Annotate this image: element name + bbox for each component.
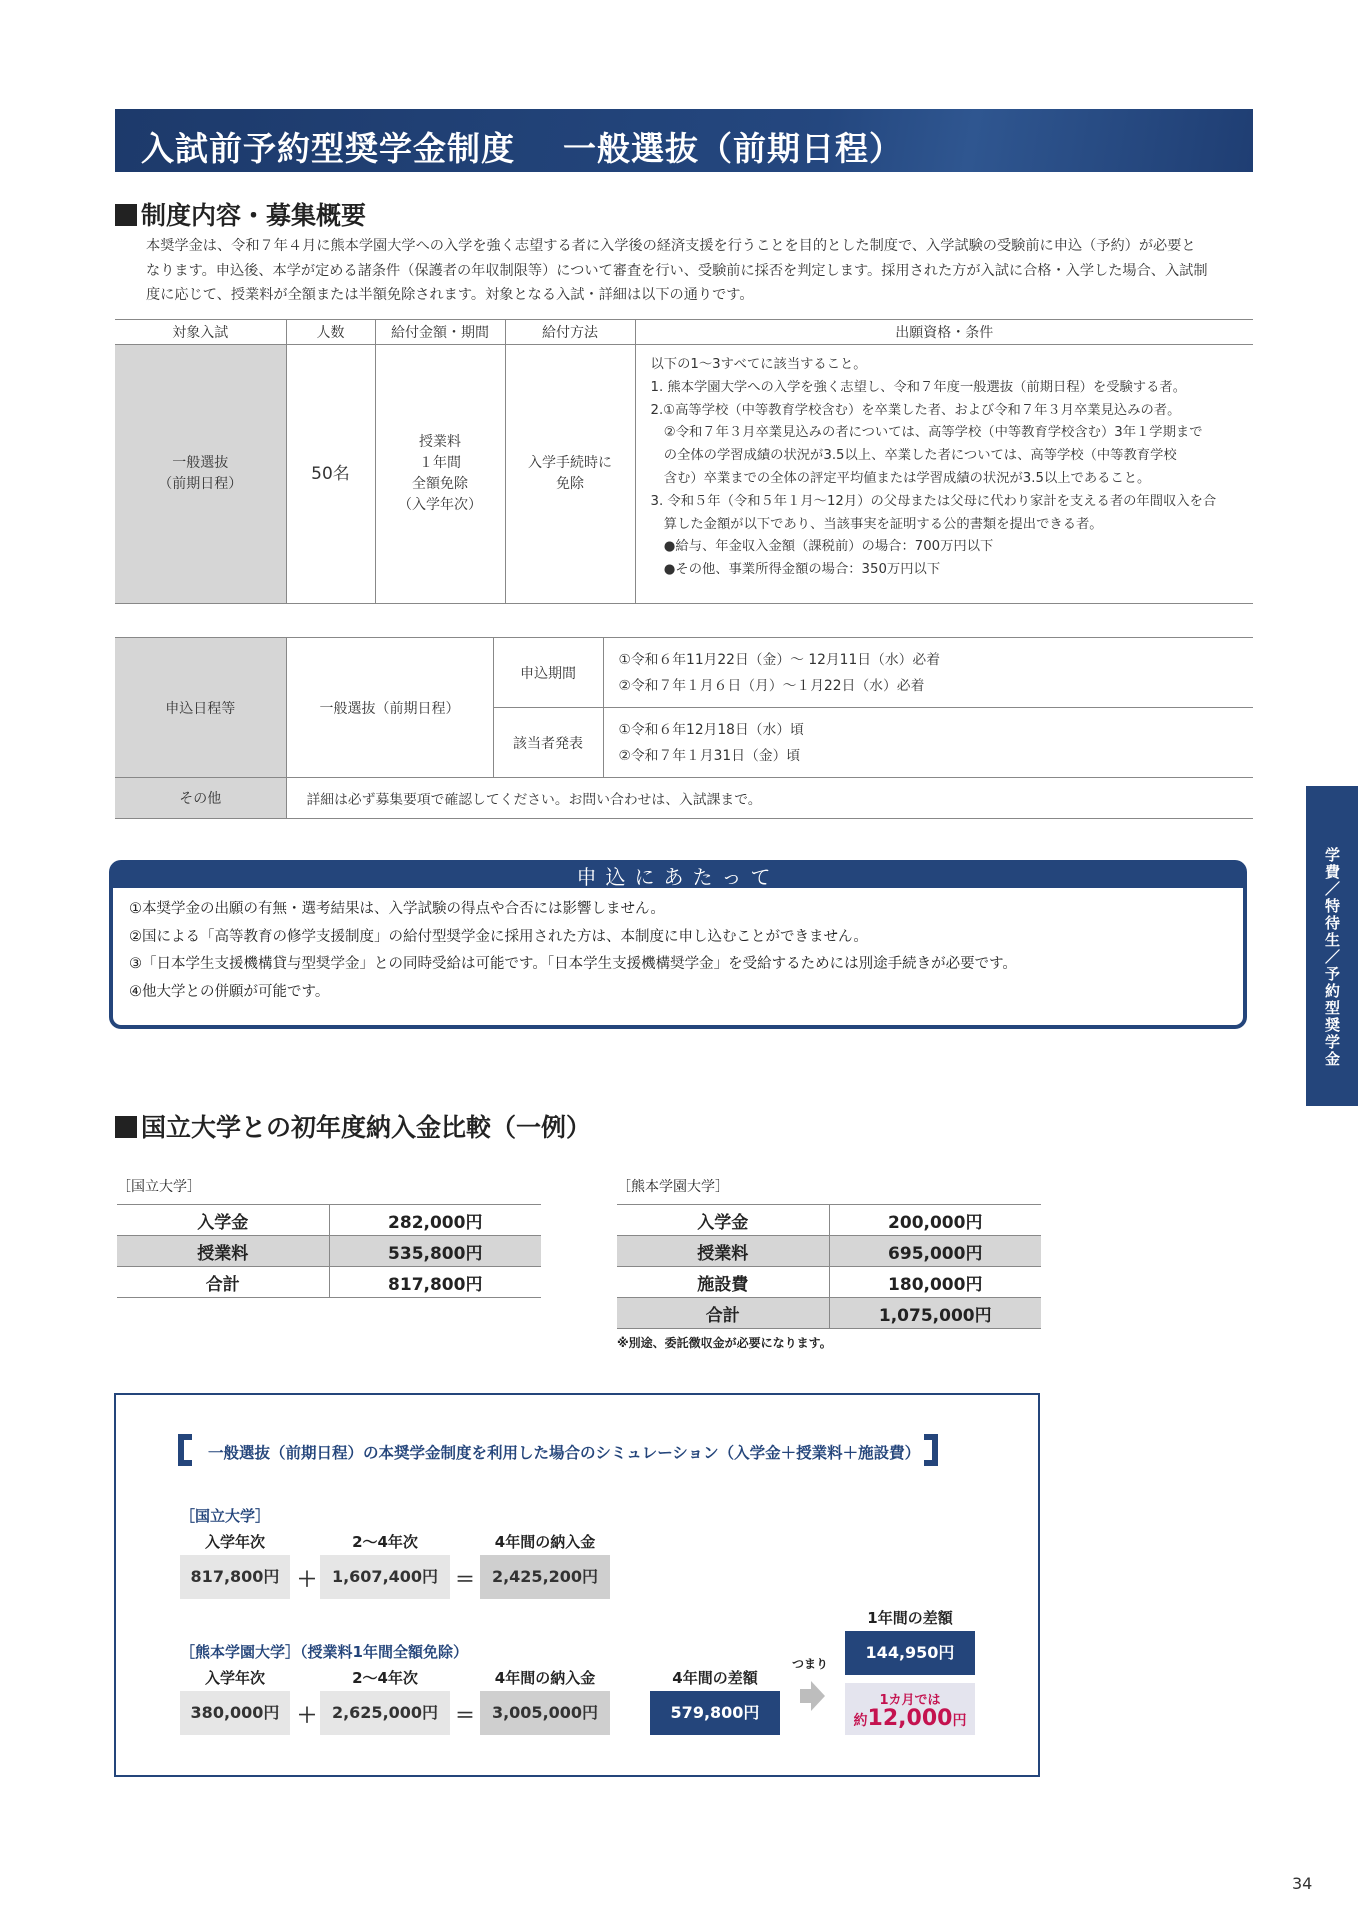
diff-1year-label: 1年間の差額 bbox=[867, 1609, 953, 1627]
section-heading-overview bbox=[115, 196, 366, 232]
fee-value: 535,800円 bbox=[329, 1236, 541, 1267]
fee-item: 施設費 bbox=[617, 1267, 829, 1298]
fee-item: 入学金 bbox=[117, 1205, 329, 1236]
cell-line: 免除 bbox=[556, 476, 584, 492]
cell-amount bbox=[375, 345, 505, 604]
condition-line: 1. 熊本学園大学への入学を強く志望し、令和７年度一般選抜（前期日程）を受験する者。 bbox=[650, 379, 1186, 395]
fees-footnote: ※別途、委託徴収金が必要になります。 bbox=[617, 1336, 832, 1350]
section-heading-text: 国立大学との初年度納入金比較（一例） bbox=[141, 1113, 592, 1142]
plus-sign: ＋ bbox=[297, 1703, 317, 1727]
kumamoto-rest-years-value: 2,625,000円 bbox=[320, 1691, 450, 1735]
table-row bbox=[617, 1298, 1041, 1329]
table-row bbox=[117, 1236, 541, 1267]
intro-line: 度に応じて、授業料が全額または半額免除されます。対象となる入試・詳細は以下の通りです。 bbox=[146, 287, 754, 303]
cell-line: 一般選抜 bbox=[172, 455, 229, 471]
kumamoto-first-year-value: 380,000円 bbox=[180, 1691, 290, 1735]
sim-national-label: ［国立大学］ bbox=[180, 1507, 271, 1525]
table-row bbox=[617, 1236, 1041, 1267]
monthly-difference-box bbox=[845, 1683, 975, 1735]
national-fees-table bbox=[117, 1204, 541, 1298]
square-bullet-icon bbox=[115, 204, 137, 226]
national-total-value: 2,425,200円 bbox=[480, 1555, 610, 1599]
square-bullet-icon bbox=[115, 1116, 137, 1138]
fee-item: 合計 bbox=[617, 1298, 829, 1329]
intro-line: 本奨学金は、令和７年４月に熊本学園大学への入学を強く志望する者に入学後の経済支援を行うことを目的とした制度で、入学試験の受験前に申込（予約）が必要と bbox=[146, 238, 1196, 254]
header-exam: 対象入試 bbox=[115, 320, 286, 345]
cell-line: 授業料 bbox=[419, 434, 461, 450]
monthly-unit: 円 bbox=[952, 1713, 967, 1729]
equals-sign: ＝ bbox=[455, 1703, 475, 1727]
cell-method bbox=[505, 345, 635, 604]
left-bracket-icon bbox=[178, 1434, 192, 1466]
condition-line: 以下の1～3すべてに該当すること。 bbox=[650, 357, 867, 372]
cell-line: ②令和７年１月６日（月）～１月22日（水）必着 bbox=[618, 677, 925, 694]
cell-line: 全額免除 bbox=[412, 476, 468, 492]
fee-value: 695,000円 bbox=[829, 1236, 1041, 1267]
banner-subtitle: 一般選抜（前期日程） bbox=[563, 129, 903, 168]
sim-kumamoto-label: ［熊本学園大学］（授業料1年間全額免除） bbox=[180, 1643, 468, 1661]
col-first-year: 入学年次 bbox=[204, 1669, 265, 1687]
kumamoto-total-value: 3,005,000円 bbox=[480, 1691, 610, 1735]
national-first-year-value: 817,800円 bbox=[180, 1555, 290, 1599]
cell-period bbox=[603, 638, 1253, 708]
condition-line: の全体の学習成績の状況が3.5以上、卒業した者については、高等学校（中等教育学校 bbox=[650, 448, 1177, 464]
schedule-table bbox=[115, 637, 1253, 819]
fee-value: 817,800円 bbox=[329, 1267, 541, 1298]
cell-schedule-exam: 一般選抜（前期日程） bbox=[286, 638, 493, 778]
section-heading-comparison bbox=[115, 1108, 591, 1144]
equals-sign: ＝ bbox=[455, 1567, 475, 1591]
table-row bbox=[115, 345, 1253, 604]
cell-exam bbox=[115, 345, 286, 604]
cell-line: １年間 bbox=[419, 455, 461, 471]
simulation-title bbox=[178, 1434, 938, 1470]
list-item: ④他大学との併願が可能です。 bbox=[129, 983, 330, 1000]
monthly-prefix: 約 bbox=[853, 1713, 868, 1729]
table-header-row bbox=[115, 320, 1253, 345]
condition-line: ●給与、年金収入金額（課税前）の場合：700万円以下 bbox=[650, 539, 994, 555]
plus-sign: ＋ bbox=[297, 1567, 317, 1591]
header-count: 人数 bbox=[286, 320, 375, 345]
simulation-title-text: 一般選抜（前期日程）の本奨学金制度を利用した場合のシミュレーション（入学金＋授業料＋施設費） bbox=[208, 1444, 921, 1462]
cell-line: （前期日程） bbox=[158, 476, 243, 492]
fee-value: 200,000円 bbox=[829, 1205, 1041, 1236]
header-amount: 給付金額・期間 bbox=[375, 320, 505, 345]
cell-announce bbox=[603, 708, 1253, 778]
table-row bbox=[117, 1267, 541, 1298]
diff-4year-label: 4年間の差額 bbox=[672, 1669, 758, 1687]
cell-line: ①令和６年12月18日（水）頃 bbox=[618, 721, 804, 738]
side-index-tab[interactable]: 学費／特待生／予約型奨学金 bbox=[1306, 786, 1358, 1106]
fee-value: 180,000円 bbox=[829, 1267, 1041, 1298]
condition-line: 3. 令和５年（令和５年１月～12月）の父母または父母に代わり家計を支える者の年間収入を合 bbox=[650, 493, 1217, 509]
notice-list bbox=[129, 896, 1017, 1006]
banner-title: 入試前予約型奨学金制度 bbox=[141, 129, 515, 168]
header-method: 給付方法 bbox=[505, 320, 635, 345]
page-number: 34 bbox=[1292, 1874, 1313, 1893]
table-row bbox=[617, 1205, 1041, 1236]
cell-conditions bbox=[635, 345, 1253, 604]
cell-other: 詳細は必ず募集要項で確認してください。お問い合わせは、入試課まで。 bbox=[286, 778, 1253, 819]
list-item: ①本奨学金の出願の有無・選考結果は、入学試験の得点や合否には影響しません。 bbox=[129, 901, 665, 917]
tsumari-label: つまり bbox=[792, 1657, 829, 1671]
monthly-value: 12,000 bbox=[867, 1706, 953, 1731]
header-conditions: 出願資格・条件 bbox=[635, 320, 1253, 345]
col-years-2-4: 2～4年次 bbox=[352, 1533, 418, 1551]
right-bracket-icon bbox=[924, 1434, 938, 1466]
cell-line: ①令和６年11月22日（金）～ 12月11日（水）必着 bbox=[618, 651, 941, 668]
cell-line: （入学年次） bbox=[398, 497, 482, 513]
monthly-amount bbox=[845, 1708, 975, 1732]
cell-other-label: その他 bbox=[115, 778, 286, 819]
condition-line: 算した金額が以下であり、当該事実を証明する公的書類を提出できる者。 bbox=[650, 516, 1103, 532]
cell-line: 入学手続時に bbox=[528, 455, 612, 471]
condition-line: ●その他、事業所得金額の場合：350万円以下 bbox=[650, 562, 941, 578]
table-row bbox=[117, 1205, 541, 1236]
col-years-2-4: 2～4年次 bbox=[352, 1669, 418, 1687]
national-table-label: ［国立大学］ bbox=[117, 1179, 201, 1195]
col-4year-total: 4年間の納入金 bbox=[494, 1533, 596, 1551]
fee-item: 入学金 bbox=[617, 1205, 829, 1236]
cell-line: ②令和７年１月31日（金）頃 bbox=[618, 747, 801, 764]
fee-item: 授業料 bbox=[117, 1236, 329, 1267]
intro-paragraph bbox=[146, 234, 1256, 308]
table-row bbox=[115, 638, 1253, 708]
cell-schedule-label: 申込日程等 bbox=[115, 638, 286, 778]
fee-value: 1,075,000円 bbox=[829, 1298, 1041, 1329]
fee-item: 授業料 bbox=[617, 1236, 829, 1267]
list-item: ②国による「高等教育の修学支援制度」の給付型奨学金に採用された方は、本制度に申し込むことができません。 bbox=[129, 928, 868, 945]
kumamoto-table-label: ［熊本学園大学］ bbox=[617, 1179, 729, 1195]
intro-line: なります。申込後、本学が定める諸条件（保護者の年収制限等）について審査を行い、受験前に採否を判定します。採用された方が入試に合格・入学した場合、入試制 bbox=[146, 262, 1208, 279]
notice-title: 申込にあたって bbox=[576, 865, 780, 889]
fee-value: 282,000円 bbox=[329, 1205, 541, 1236]
cell-count: 50名 bbox=[286, 345, 375, 604]
diff-1year-value: 144,950円 bbox=[845, 1631, 975, 1675]
condition-line: ②令和７年３月卒業見込みの者については、高等学校（中等教育学校含む）3年１学期まで bbox=[650, 425, 1203, 441]
condition-line: 2.①高等学校（中等教育学校含む）を卒業した者、および令和７年３月卒業見込みの者。 bbox=[650, 402, 1181, 418]
cell-announce-label: 該当者発表 bbox=[493, 708, 603, 778]
fee-item: 合計 bbox=[117, 1267, 329, 1298]
title-banner bbox=[115, 109, 1253, 172]
list-item: ③「日本学生支援機構貸与型奨学金」との同時受給は可能です。「日本学生支援機構奨学金」を受給するためには別途手続きが必要です。 bbox=[129, 956, 1017, 972]
table-row bbox=[115, 778, 1253, 819]
col-4year-total: 4年間の納入金 bbox=[494, 1669, 596, 1687]
col-first-year: 入学年次 bbox=[204, 1533, 265, 1551]
scholarship-overview-table bbox=[115, 319, 1253, 604]
national-rest-years-value: 1,607,400円 bbox=[320, 1555, 450, 1599]
diff-4year-value: 579,800円 bbox=[650, 1691, 780, 1735]
cell-period-label: 申込期間 bbox=[493, 638, 603, 708]
monthly-label: 1カ月では bbox=[879, 1693, 941, 1708]
kumamoto-fees-table bbox=[617, 1204, 1041, 1329]
section-heading-text: 制度内容・募集概要 bbox=[141, 201, 367, 230]
table-row bbox=[617, 1267, 1041, 1298]
condition-line: 含む）卒業までの全体の評定平均値または学習成績の状況が3.5以上であること。 bbox=[650, 470, 1151, 486]
notice-box bbox=[109, 860, 1247, 1029]
